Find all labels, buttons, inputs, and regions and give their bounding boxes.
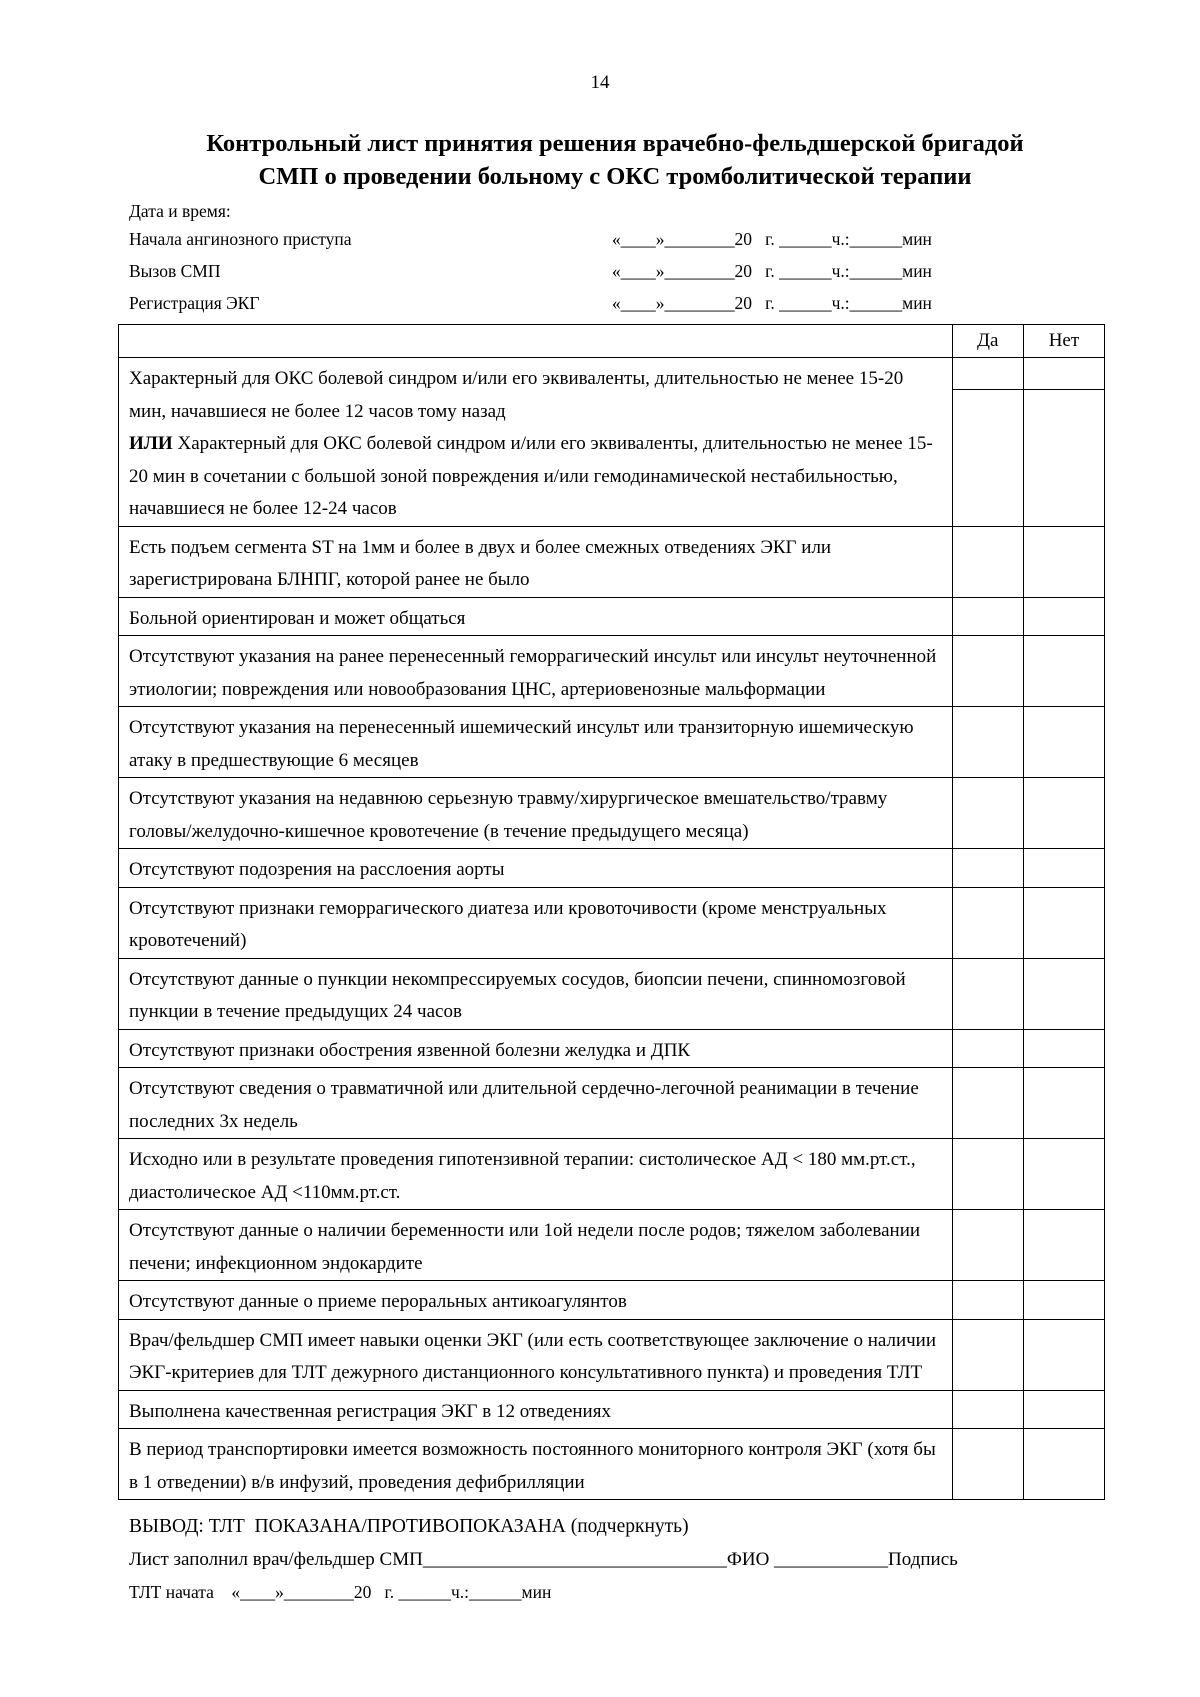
- date-row-ecg: [129, 292, 1119, 324]
- yes-checkbox-cell[interactable]: [952, 358, 1023, 527]
- yes-checkbox-cell[interactable]: [952, 1068, 1023, 1139]
- page-number: 14: [590, 72, 610, 93]
- yes-checkbox-cell[interactable]: [952, 707, 1023, 778]
- criterion-cell: [119, 358, 953, 527]
- criterion-cell: Есть подъем сегмента ST на 1мм и более в двух и более смежных отведениях ЭКГ или зарегистрирована БЛНПГ, которой ранее не было: [119, 526, 953, 597]
- table-header-row: [119, 325, 1105, 358]
- page-title: [120, 127, 1110, 193]
- yes-checkbox-cell[interactable]: [952, 526, 1023, 597]
- conclusion-line: ВЫВОД: ТЛТ ПОКАЗАНА/ПРОТИВОПОКАЗАНА (подчеркнуть): [129, 1516, 689, 1537]
- yes-checkbox-cell[interactable]: [952, 1139, 1023, 1210]
- or-keyword: ИЛИ: [129, 433, 173, 454]
- no-checkbox-cell[interactable]: [1023, 526, 1104, 597]
- table-row: [119, 1429, 1105, 1500]
- no-checkbox-cell[interactable]: [1023, 707, 1104, 778]
- table-row: [119, 636, 1105, 707]
- table-row: [119, 1068, 1105, 1139]
- criterion-cell: Отсутствуют указания на ранее перенесенный геморрагический инсульт или инсульт неуточненной этиологии; повреждения или новообразования ЦНС, артериовенозные мальформации: [119, 636, 953, 707]
- table-row: [119, 526, 1105, 597]
- yes-checkbox-cell[interactable]: [952, 1390, 1023, 1429]
- title-line-1: Контрольный лист принятия решения врачебно-фельдшерской бригадой: [206, 130, 1024, 157]
- no-checkbox-cell[interactable]: [1023, 1068, 1104, 1139]
- yes-checkbox-cell[interactable]: [952, 778, 1023, 849]
- no-checkbox-cell[interactable]: [1023, 1210, 1104, 1281]
- table-row: [119, 1210, 1105, 1281]
- date-row-label: Начала ангинозного приступа: [129, 229, 352, 249]
- no-checkbox-cell[interactable]: [1023, 1319, 1104, 1390]
- criterion-cell: Исходно или в результате проведения гипотензивной терапии: систолическое АД < 180 мм.рт.ст., диастолическое АД <110мм.рт.ст.: [119, 1139, 953, 1210]
- criterion-cell: Больной ориентирован и может общаться: [119, 597, 953, 636]
- table-row: [119, 1390, 1105, 1429]
- criterion-cell: Отсутствуют данные о приеме пероральных антикоагулянтов: [119, 1281, 953, 1320]
- yes-checkbox-cell[interactable]: [952, 1029, 1023, 1068]
- no-checkbox-cell[interactable]: [1023, 597, 1104, 636]
- table-row: [119, 778, 1105, 849]
- table-row: [119, 1319, 1105, 1390]
- criterion-cell: Отсутствуют данные о наличии беременности или 1ой недели после родов; тяжелом заболевании печени; инфекционном эндокардите: [119, 1210, 953, 1281]
- table-row: [119, 1029, 1105, 1068]
- tlt-started-line: ТЛТ начата «____»________20 г. ______ч.:______мин: [129, 1582, 552, 1602]
- yes-checkbox-cell[interactable]: [952, 1281, 1023, 1320]
- no-checkbox-cell[interactable]: [1023, 958, 1104, 1029]
- no-checkbox-cell[interactable]: [1023, 1281, 1104, 1320]
- yes-column-header: Да: [952, 325, 1023, 358]
- criterion-cell: Врач/фельдшер СМП имеет навыки оценки ЭКГ (или есть соответствующее заключение о наличии ЭКГ-критериев для ТЛТ дежурного дистанционного консультативного пункта) и проведения ТЛТ: [119, 1319, 953, 1390]
- criterion-cell: В период транспортировки имеется возможность постоянного мониторного контроля ЭКГ (хотя бы в 1 отведении) в/в инфузий, проведения дефибрилляции: [119, 1429, 953, 1500]
- title-line-2: СМП о проведении больному с ОКС тромболитической терапии: [258, 163, 972, 190]
- table-row: [119, 597, 1105, 636]
- criterion-text-part-1: Характерный для ОКС болевой синдром и/или его эквиваленты, длительностью не менее 15-20 мин, начавшиеся не более 12 часов тому назад: [129, 368, 904, 422]
- date-row-value: «____»________20 г. ______ч.:______мин: [612, 293, 932, 313]
- date-time-header: Дата и время:: [129, 201, 231, 221]
- criterion-cell: Отсутствуют указания на недавнюю серьезную травму/хирургическое вмешательство/травму головы/желудочно-кишечное кровотечение (в течение предыдущего месяца): [119, 778, 953, 849]
- no-checkbox-cell[interactable]: [1023, 1139, 1104, 1210]
- criterion-cell: Выполнена качественная регистрация ЭКГ в 12 отведениях: [119, 1390, 953, 1429]
- yes-checkbox-cell[interactable]: [952, 887, 1023, 958]
- criterion-cell: Отсутствуют данные о пункции некомпрессируемых сосудов, биопсии печени, спинномозговой пункции в течение предыдущих 24 часов: [119, 958, 953, 1029]
- yes-checkbox-cell[interactable]: [952, 597, 1023, 636]
- table-row: [119, 1281, 1105, 1320]
- table-row: [119, 887, 1105, 958]
- yes-checkbox-cell[interactable]: [952, 636, 1023, 707]
- criterion-text-part-2: Характерный для ОКС болевой синдром и/или его эквиваленты, длительностью не менее 15-20 мин в сочетании с большой зоной повреждения и/или гемодинамической нестабильностью, начавшиеся не более 12-24 часов: [129, 433, 933, 519]
- criterion-header-cell: [119, 325, 953, 358]
- yes-checkbox-cell[interactable]: [952, 1429, 1023, 1500]
- yes-checkbox-cell[interactable]: [952, 1210, 1023, 1281]
- table-row: [119, 958, 1105, 1029]
- yes-checkbox-cell[interactable]: [952, 958, 1023, 1029]
- table-row: [119, 849, 1105, 888]
- no-checkbox-cell[interactable]: [1023, 887, 1104, 958]
- no-checkbox-cell[interactable]: [1023, 636, 1104, 707]
- table-row: [119, 1139, 1105, 1210]
- no-checkbox-cell[interactable]: [1023, 849, 1104, 888]
- no-checkbox-cell[interactable]: [1023, 1429, 1104, 1500]
- table-row: [119, 707, 1105, 778]
- date-row-label: Регистрация ЭКГ: [129, 293, 260, 313]
- no-checkbox-cell[interactable]: [1023, 358, 1104, 527]
- criterion-cell: Отсутствуют признаки геморрагического диатеза или кровоточивости (кроме менструальных кровотечений): [119, 887, 953, 958]
- criterion-cell: Отсутствуют указания на перенесенный ишемический инсульт или транзиторную ишемическую атаку в предшествующие 6 месяцев: [119, 707, 953, 778]
- date-time-section: [129, 200, 1119, 324]
- no-column-header: Нет: [1023, 325, 1104, 358]
- no-checkbox-cell[interactable]: [1023, 1029, 1104, 1068]
- no-checkbox-cell[interactable]: [1023, 1390, 1104, 1429]
- date-row-label: Вызов СМП: [129, 261, 221, 281]
- filled-by-line: Лист заполнил врач/фельдшер СМП________________________________ФИО ____________Подпись: [129, 1549, 958, 1570]
- date-row-value: «____»________20 г. ______ч.:______мин: [612, 261, 932, 281]
- table-row: [119, 358, 1105, 527]
- date-row-value: «____»________20 г. ______ч.:______мин: [612, 229, 932, 249]
- footer-section: [129, 1510, 1119, 1609]
- criterion-cell: Отсутствуют сведения о травматичной или длительной сердечно-легочной реанимации в течение последних 3х недель: [119, 1068, 953, 1139]
- date-row-attack-onset: [129, 228, 1119, 260]
- no-checkbox-cell[interactable]: [1023, 778, 1104, 849]
- yes-checkbox-cell[interactable]: [952, 849, 1023, 888]
- date-row-call: [129, 260, 1119, 292]
- criterion-cell: Отсутствуют подозрения на расслоения аорты: [119, 849, 953, 888]
- yes-checkbox-cell[interactable]: [952, 1319, 1023, 1390]
- checklist-table: [118, 324, 1105, 1500]
- criterion-cell: Отсутствуют признаки обострения язвенной болезни желудка и ДПК: [119, 1029, 953, 1068]
